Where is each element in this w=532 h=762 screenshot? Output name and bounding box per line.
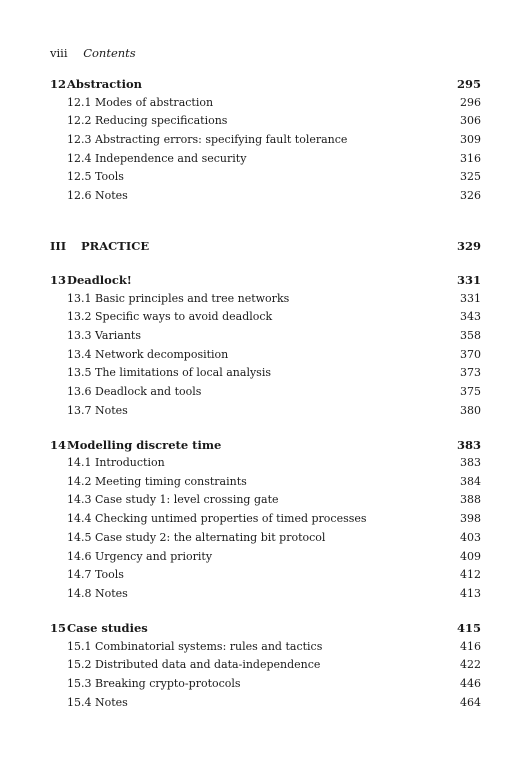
toc-chapter-entry	[50, 620, 481, 636]
toc-section-entry	[50, 695, 481, 711]
toc-section-page-number: 316	[460, 152, 481, 165]
toc-section-entry	[50, 474, 481, 490]
toc-part-entry	[50, 238, 481, 254]
toc-section-title: Tools	[95, 568, 124, 581]
toc-section-entry	[50, 455, 481, 471]
toc-section-title: Variants	[95, 329, 141, 342]
toc-section-number: 12.6	[67, 189, 92, 202]
toc-section-number: 12.4	[67, 152, 92, 165]
toc-section-page-number: 370	[460, 348, 481, 361]
toc-section-number: 15.3	[67, 677, 92, 690]
toc-section-entry	[50, 492, 481, 508]
toc-section-entry	[50, 511, 481, 527]
toc-section-title: Distributed data and data-independence	[95, 658, 321, 671]
toc-section-title: Tools	[95, 170, 124, 183]
toc-section-number: 12.1	[67, 96, 92, 109]
toc-section-number: 13.2	[67, 310, 92, 323]
toc-section-entry	[50, 567, 481, 583]
toc-section-page-number: 358	[460, 329, 481, 342]
toc-section-page-number: 416	[460, 640, 481, 653]
toc-chapter-entry	[50, 76, 481, 92]
toc-section-entry	[50, 657, 481, 673]
toc-section-title: Network decomposition	[95, 348, 229, 361]
toc-section-number: 13.1	[67, 292, 92, 305]
header-running-title: Contents	[83, 46, 136, 60]
toc-section-number: 12.3	[67, 133, 92, 146]
toc-section-number: 15.2	[67, 658, 92, 671]
toc-section-page-number: 383	[460, 456, 481, 469]
toc-section-title: Case study 1: level crossing gate	[95, 493, 279, 506]
toc-section-entry	[50, 530, 481, 546]
toc-section-title: Deadlock and tools	[95, 385, 202, 398]
toc-chapter-page-number: 415	[456, 621, 481, 635]
toc-section-page-number: 464	[460, 696, 481, 709]
toc-section-entry	[50, 291, 481, 307]
toc-section-page-number: 384	[460, 475, 481, 488]
toc-section-number: 14.6	[67, 550, 92, 563]
toc-section-number: 13.3	[67, 329, 92, 342]
toc-section-entry	[50, 586, 481, 602]
toc-chapter-title: Abstraction	[67, 77, 142, 91]
toc-section-entry	[50, 151, 481, 167]
toc-section-entry	[50, 113, 481, 129]
toc-section-page-number: 398	[460, 512, 481, 525]
toc-section-page-number: 331	[460, 292, 481, 305]
toc-chapter-entry	[50, 272, 481, 288]
toc-section-title: Breaking crypto-protocols	[95, 677, 241, 690]
toc-section-entry	[50, 639, 481, 655]
toc-section-entry	[50, 549, 481, 565]
toc-section-title: Checking untimed properties of timed processes	[95, 512, 367, 525]
toc-section-entry	[50, 169, 481, 185]
toc-section-title: Modes of abstraction	[95, 96, 214, 109]
toc-section-title: The limitations of local analysis	[95, 366, 271, 379]
toc-section-title: Independence and security	[95, 152, 247, 165]
toc-part-page-number: 329	[456, 239, 481, 253]
toc-section-number: 14.7	[67, 568, 92, 581]
toc-section-number: 14.8	[67, 587, 92, 600]
toc-section-page-number: 296	[460, 96, 481, 109]
toc-section-page-number: 388	[460, 493, 481, 506]
toc-section-page-number: 422	[460, 658, 481, 671]
toc-section-entry	[50, 676, 481, 692]
toc-section-title: Introduction	[95, 456, 165, 469]
toc-section-page-number: 309	[460, 133, 481, 146]
toc-chapter-page-number: 295	[456, 77, 481, 91]
toc-section-number: 14.4	[67, 512, 92, 525]
toc-section-title: Notes	[95, 696, 128, 709]
toc-section-title: Urgency and priority	[95, 550, 213, 563]
toc-section-title: Reducing specifications	[95, 114, 228, 127]
toc-section-number: 15.4	[67, 696, 92, 709]
toc-section-page-number: 306	[460, 114, 481, 127]
toc-section-title: Notes	[95, 587, 128, 600]
toc-section-title: Notes	[95, 189, 128, 202]
toc-section-number: 13.7	[67, 404, 92, 417]
toc-chapter-title: Modelling discrete time	[67, 438, 222, 452]
toc-chapter-title: Case studies	[67, 621, 148, 635]
toc-section-number: 15.1	[67, 640, 92, 653]
toc-section-entry	[50, 95, 481, 111]
toc-section-entry	[50, 309, 481, 325]
toc-section-page-number: 343	[460, 310, 481, 323]
toc-section-page-number: 413	[460, 587, 481, 600]
toc-section-page-number: 373	[460, 366, 481, 379]
toc-chapter-number: 14	[50, 438, 67, 452]
toc-chapter-page-number: 331	[456, 273, 481, 287]
toc-section-title: Notes	[95, 404, 128, 417]
toc-section-entry	[50, 328, 481, 344]
toc-chapter-number: 12	[50, 77, 67, 91]
toc-section-title: Specific ways to avoid deadlock	[95, 310, 273, 323]
toc-section-number: 14.2	[67, 475, 92, 488]
toc-chapter-entry	[50, 437, 481, 453]
toc-section-page-number: 409	[460, 550, 481, 563]
toc-section-entry	[50, 188, 481, 204]
toc-chapter-number: 15	[50, 621, 67, 635]
toc-section-title: Abstracting errors: specifying fault tolerance	[95, 133, 348, 146]
toc-section-entry	[50, 347, 481, 363]
header-page-number: viii	[50, 46, 68, 60]
toc-section-entry	[50, 132, 481, 148]
toc-section-number: 13.4	[67, 348, 92, 361]
running-header	[50, 46, 136, 60]
toc-section-page-number: 326	[460, 189, 481, 202]
toc-section-page-number: 446	[460, 677, 481, 690]
toc-section-page-number: 412	[460, 568, 481, 581]
toc-chapter-page-number: 383	[456, 438, 481, 452]
toc-section-title: Combinatorial systems: rules and tactics	[95, 640, 323, 653]
toc-section-number: 14.1	[67, 456, 92, 469]
toc-section-title: Case study 2: the alternating bit protocol	[95, 531, 326, 544]
toc-chapter-title: Deadlock!	[67, 273, 132, 287]
toc-section-number: 14.3	[67, 493, 92, 506]
toc-section-number: 12.5	[67, 170, 92, 183]
toc-section-number: 12.2	[67, 114, 92, 127]
toc-section-entry	[50, 365, 481, 381]
toc-section-page-number: 325	[460, 170, 481, 183]
toc-section-page-number: 380	[460, 404, 481, 417]
toc-section-title: Meeting timing constraints	[95, 475, 247, 488]
toc-chapter-number: 13	[50, 273, 67, 287]
toc-section-number: 13.6	[67, 385, 92, 398]
toc-section-page-number: 375	[460, 385, 481, 398]
toc-section-title: Basic principles and tree networks	[95, 292, 290, 305]
toc-part-number: III	[50, 239, 67, 253]
toc-section-page-number: 403	[460, 531, 481, 544]
toc-section-entry	[50, 384, 481, 400]
toc-section-number: 13.5	[67, 366, 92, 379]
toc-section-entry	[50, 403, 481, 419]
toc-part-title: PRACTICE	[81, 239, 150, 253]
toc-section-number: 14.5	[67, 531, 92, 544]
